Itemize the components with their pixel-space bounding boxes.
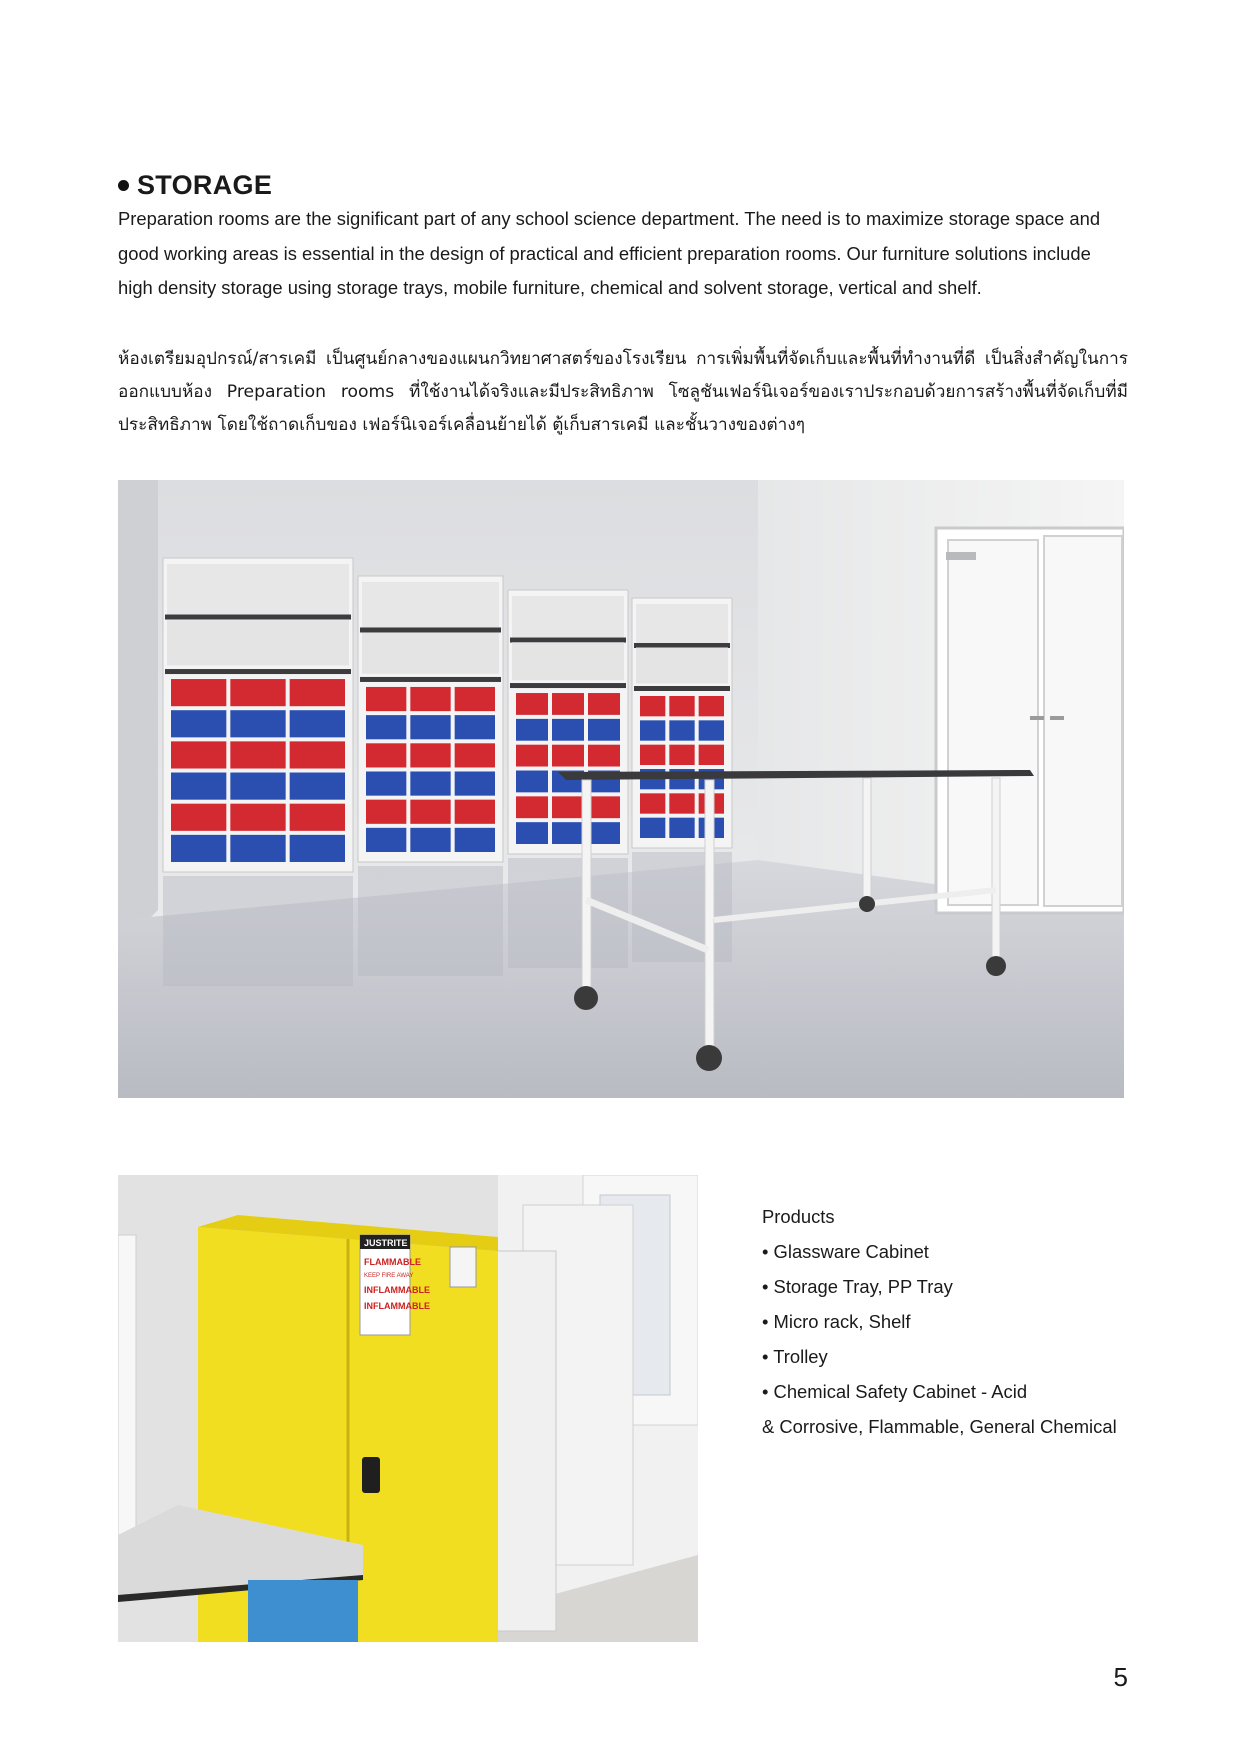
heading-bullet-icon <box>118 180 129 191</box>
product-item: • Glassware Cabinet <box>762 1241 929 1262</box>
product-item: • Chemical Safety Cabinet - Acid <box>762 1381 1028 1402</box>
chemical-cabinet-photo <box>118 1175 698 1642</box>
products-title: Products <box>762 1206 835 1227</box>
paragraph-english: Preparation rooms are the significant part of any school science department. The need is to maximize storage space and good working areas is essential in the design of practical and efficient preparation rooms. Our furniture solutions include high density storage using storage trays, mobile furniture, chemical and solvent storage, vertical and shelf. <box>118 208 1101 298</box>
cabinet-brand-label: JUSTRITE <box>364 1238 408 1248</box>
paragraph-thai: ห้องเตรียมอุปกรณ์/สารเคมี เป็นศูนย์กลางของแผนกวิทยาศาสตร์ของโรงเรียน การเพิ่มพื้นที่จัดเก็บและพื้นที่ทำงานที่ดี เป็นสิ่งสำคัญในการออกแบบห้อง Preparation rooms ที่ใช้งานได้จริงและมีประสิทธิภาพ โซลูชันเฟอร์นิเจอร์ของเราประกอบด้วยการสร้างพื้นที่จัดเก็บที่มีประสิทธิภาพ โดยใช้ถาดเก็บของ เฟอร์นิเจอร์เคลื่อนย้ายได้ ตู้เก็บสารเคมี และชั้นวางของต่างๆ <box>118 349 1128 435</box>
product-item: & Corrosive, Flammable, General Chemical <box>762 1416 1117 1437</box>
section-heading <box>118 170 272 201</box>
products-list <box>762 1199 1142 1444</box>
cabinet-warning-3: INFLAMMABLE <box>364 1285 430 1295</box>
product-item: • Trolley <box>762 1346 828 1367</box>
storage-room-photo <box>118 480 1124 1098</box>
cabinet-warning-1: FLAMMABLE <box>364 1257 421 1267</box>
cabinet-warning-2: KEEP FIRE AWAY <box>364 1273 414 1279</box>
cabinet-warning-4: INFLAMMABLE <box>364 1301 430 1311</box>
page-number: 5 <box>1113 1662 1128 1692</box>
heading-text: STORAGE <box>137 170 273 200</box>
product-item: • Micro rack, Shelf <box>762 1311 911 1332</box>
product-item: • Storage Tray, PP Tray <box>762 1276 953 1297</box>
